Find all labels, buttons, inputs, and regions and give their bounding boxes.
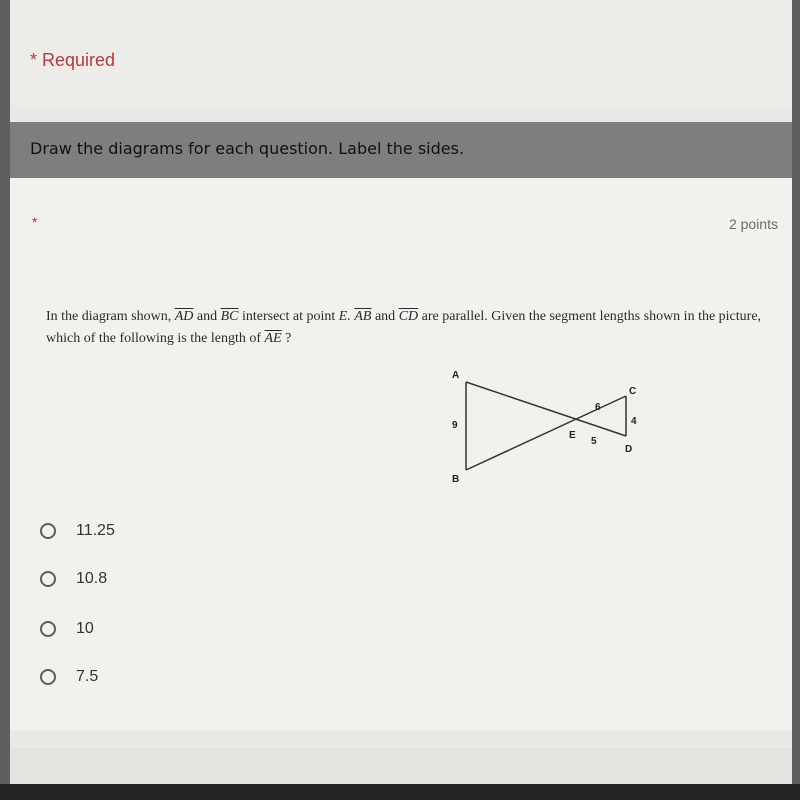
triangle-diagram <box>440 364 660 484</box>
segment-ad-line <box>466 382 626 436</box>
question-text-part: and <box>371 309 399 324</box>
required-notice: * Required <box>30 50 116 70</box>
segment-bc-line <box>466 396 626 470</box>
required-marker: * <box>32 214 38 230</box>
segment-ae: $\overline{AE}$ <box>264 331 282 346</box>
point-e: E. <box>338 309 351 324</box>
radio-button[interactable] <box>40 523 56 539</box>
form-header-card <box>10 0 792 106</box>
option-label: 11.25 <box>76 522 115 539</box>
segment-bc: $\overline{BC}$ <box>220 309 239 324</box>
segment-cd: $\overline{CD}$ <box>398 309 419 324</box>
radio-button[interactable] <box>40 669 56 685</box>
length-cd: 4 <box>631 416 637 427</box>
segment-ab: $\overline{AB}$ <box>354 309 372 324</box>
option-7-5[interactable] <box>40 662 98 692</box>
length-ce: 6 <box>595 402 601 413</box>
length-ed: 5 <box>591 436 597 447</box>
section-title: Draw the diagrams for each question. Label the sides. <box>30 139 465 158</box>
option-10-8[interactable] <box>40 564 107 594</box>
length-ab: 9 <box>452 420 458 431</box>
question-card <box>10 178 792 730</box>
option-label: 7.5 <box>76 668 99 685</box>
segment-ad: $\overline{AD}$ <box>174 309 194 324</box>
question-text <box>46 306 766 350</box>
question-text-part: intersect at point <box>238 309 339 324</box>
question-text-part: ? <box>281 331 292 346</box>
label-e: E <box>569 430 576 441</box>
option-label: 10 <box>76 620 94 637</box>
question-text-part: are parallel. Given the segment lengths shown in the picture, which of the following is the length of <box>46 309 762 346</box>
radio-button[interactable] <box>40 621 56 637</box>
label-c: C <box>629 386 637 397</box>
label-d: D <box>625 444 633 455</box>
option-11-25[interactable] <box>40 516 115 546</box>
points-label: 2 points <box>728 216 778 232</box>
form-page <box>10 0 792 800</box>
question-text-part: and <box>193 309 221 324</box>
option-10[interactable] <box>40 614 94 644</box>
label-b: B <box>452 474 460 484</box>
option-label: 10.8 <box>76 570 108 587</box>
question-text-part: In the diagram shown, <box>46 309 175 324</box>
label-a: A <box>452 370 460 381</box>
radio-button[interactable] <box>40 571 56 587</box>
bottom-bar <box>0 784 800 800</box>
section-header <box>10 122 792 178</box>
